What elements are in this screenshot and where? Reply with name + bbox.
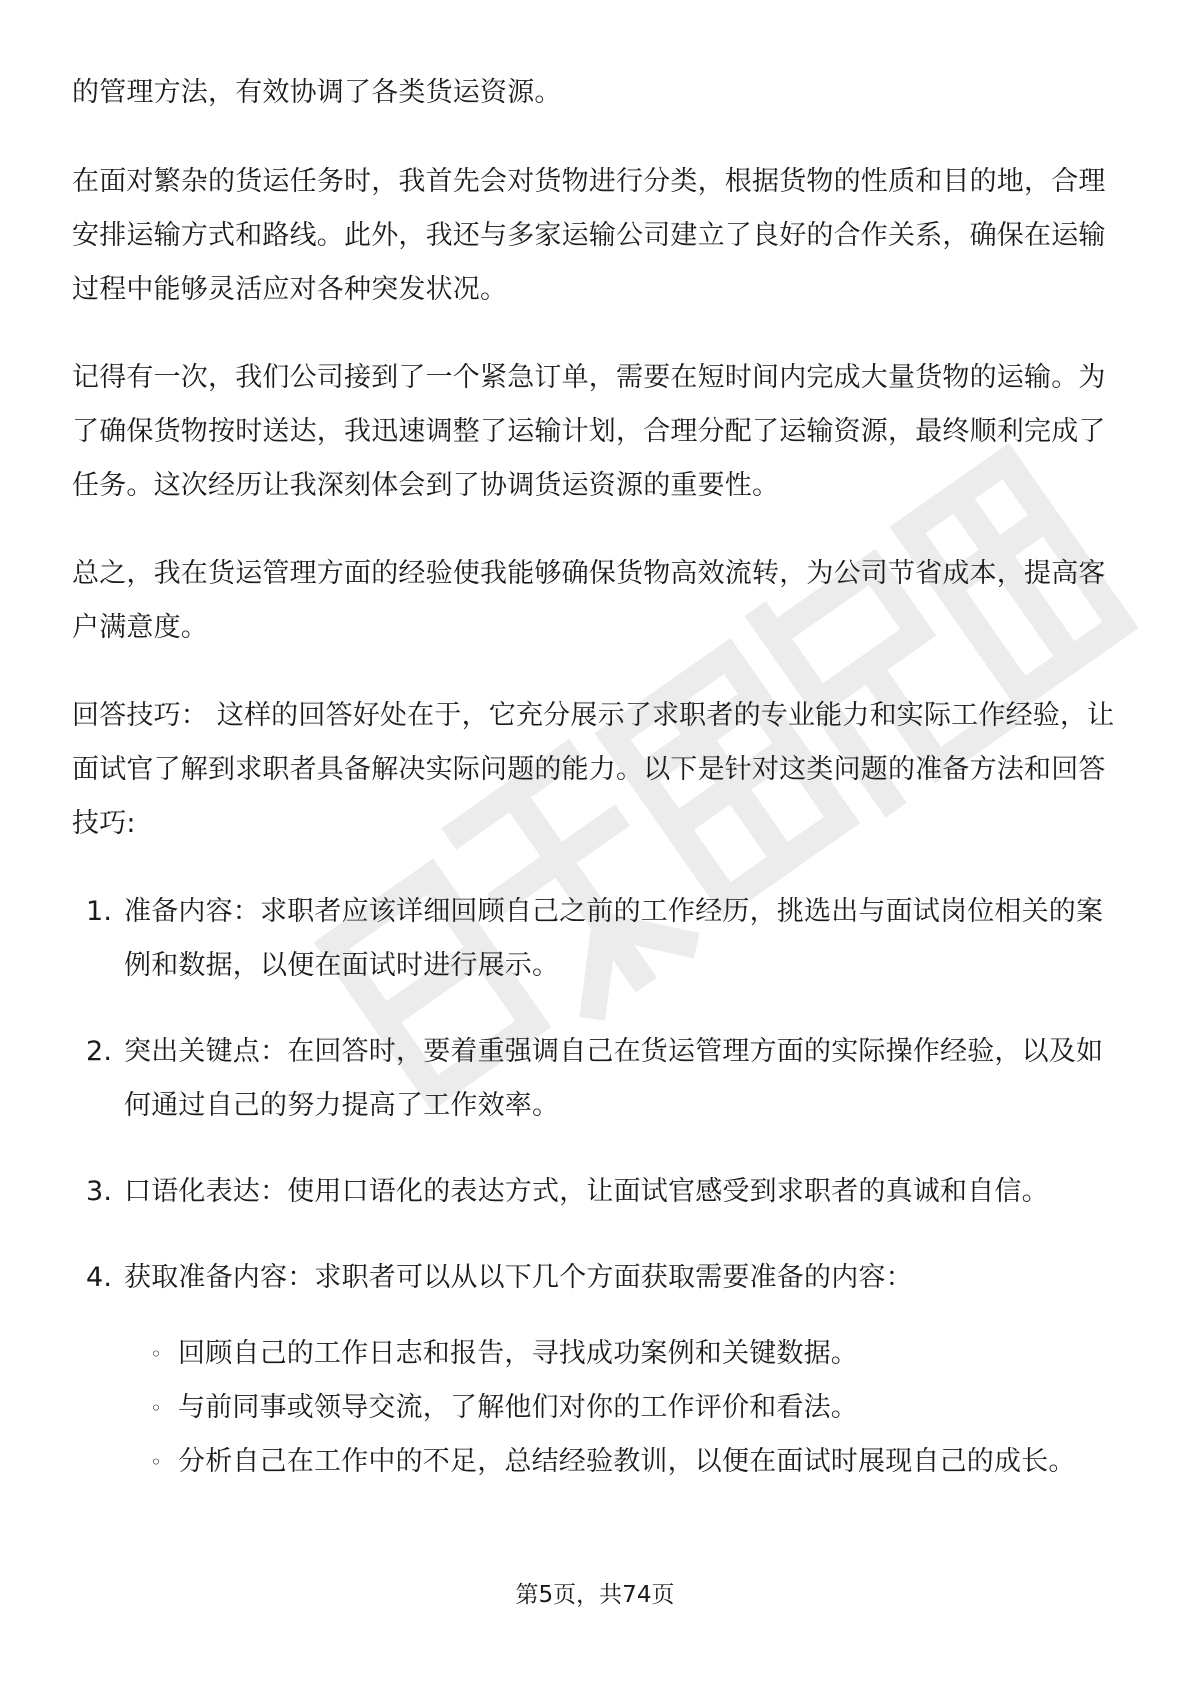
page-footer (0, 1576, 1190, 1609)
hollow-bullet-icon: ◦ (150, 1450, 162, 1474)
sub-list-item (150, 1381, 1122, 1435)
list-number: 1. (86, 896, 113, 927)
list-item (72, 1251, 1122, 1305)
paragraph-approach: 在面对繁杂的货运任务时，我首先会对货物进行分类，根据货物的性质和目的地，合理安排运输方式和路线。此外，我还与多家运输公司建立了良好的合作关系，确保在运输过程中能够灵活应对各种突发状况。 (72, 166, 1106, 305)
list-item (72, 1165, 1122, 1219)
list-item-text: 获取准备内容：求职者可以从以下几个方面获取需要准备的内容： (124, 1262, 913, 1293)
list-number: 3. (86, 1176, 113, 1207)
paragraph-summary: 总之，我在货运管理方面的经验使我能够确保货物高效流转，为公司节省成本，提高客户满意度。 (72, 558, 1106, 643)
document-body (72, 66, 1122, 1489)
sub-list-item-text: 回顾自己的工作日志和报告，寻找成功案例和关键数据。 (178, 1338, 858, 1369)
list-number: 4. (86, 1262, 113, 1293)
sub-list-item (150, 1327, 1122, 1381)
paragraph-example: 记得有一次，我们公司接到了一个紧急订单，需要在短时间内完成大量货物的运输。为了确保货物按时送达，我迅速调整了运输计划，合理分配了运输资源，最终顺利完成了任务。这次经历让我深刻体会到了协调货运资源的重要性。 (72, 362, 1106, 501)
page-number: 第5页，共74页 (515, 1582, 675, 1608)
list-item-text: 突出关键点：在回答时，要着重强调自己在货运管理方面的实际操作经验，以及如何通过自己的努力提高了工作效率。 (124, 1036, 1104, 1121)
list-item (72, 1025, 1122, 1133)
hollow-bullet-icon: ◦ (150, 1342, 162, 1366)
hollow-bullet-icon: ◦ (150, 1396, 162, 1420)
paragraph-answer-tips: 回答技巧： 这样的回答好处在于，它充分展示了求职者的专业能力和实际工作经验，让面试官了解到求职者具备解决实际问题的能力。以下是针对这类问题的准备方法和回答技巧: (72, 700, 1115, 839)
paragraph-intro-tail: 的管理方法，有效协调了各类货运资源。 (72, 77, 562, 108)
tips-ordered-list (72, 885, 1122, 1305)
sub-bullet-list (72, 1327, 1122, 1489)
sub-list-item (150, 1435, 1122, 1489)
list-number: 2. (86, 1036, 113, 1067)
list-item-text: 口语化表达：使用口语化的表达方式，让面试官感受到求职者的真诚和自信。 (124, 1176, 1049, 1207)
sub-list-item-text: 与前同事或领导交流，了解他们对你的工作评价和看法。 (178, 1392, 858, 1423)
list-item (72, 885, 1122, 993)
list-item-text: 准备内容：求职者应该详细回顾自己之前的工作经历，挑选出与面试岗位相关的案例和数据，以便在面试时进行展示。 (124, 896, 1104, 981)
sub-list-item-text: 分析自己在工作中的不足，总结经验教训，以便在面试时展现自己的成长。 (178, 1446, 1076, 1477)
